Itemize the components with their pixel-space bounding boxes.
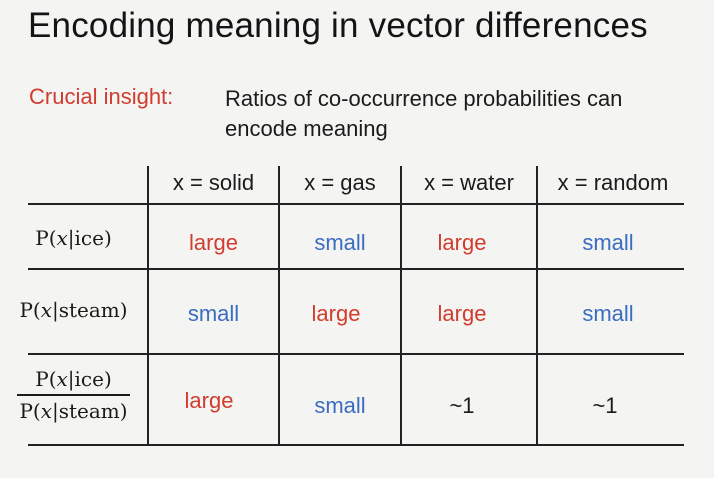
table-rule-header bbox=[28, 203, 684, 205]
table-cell: small bbox=[582, 301, 634, 326]
table-cell: small bbox=[314, 230, 366, 255]
column-header: x = random bbox=[557, 170, 669, 195]
table-cell: large bbox=[437, 301, 487, 326]
table-cell: small bbox=[582, 230, 634, 255]
insight-text: Ratios of co-occurrence probabilities can encode meaning bbox=[225, 86, 623, 141]
table-cell: large bbox=[311, 301, 361, 326]
column-header: x = solid bbox=[172, 170, 255, 195]
insight-label: Crucial insight: bbox=[29, 84, 174, 109]
table-cell: ~1 bbox=[449, 393, 475, 418]
table-cell: small bbox=[314, 393, 366, 418]
table-cell: large bbox=[437, 230, 487, 255]
column-header: x = water bbox=[424, 170, 514, 195]
row-label: P(x|steam) bbox=[19, 298, 128, 322]
table-cell: large bbox=[189, 230, 238, 255]
table-cell: ~1 bbox=[592, 393, 618, 418]
column-header: x = gas bbox=[304, 170, 376, 195]
row-label: P(x|ice) bbox=[35, 226, 112, 250]
table-cell: large bbox=[184, 388, 234, 413]
table-rule-row1 bbox=[28, 268, 684, 270]
table-cell: small bbox=[187, 301, 240, 326]
row-label-ratio: $\frac{\text{P(x|ice)}}{\text{P(x|steam)}}$ bbox=[19, 367, 128, 423]
slide-title: Encoding meaning in vector differences bbox=[28, 6, 648, 45]
table-rule-bottom bbox=[28, 444, 684, 446]
table-rule-row2 bbox=[28, 353, 684, 355]
